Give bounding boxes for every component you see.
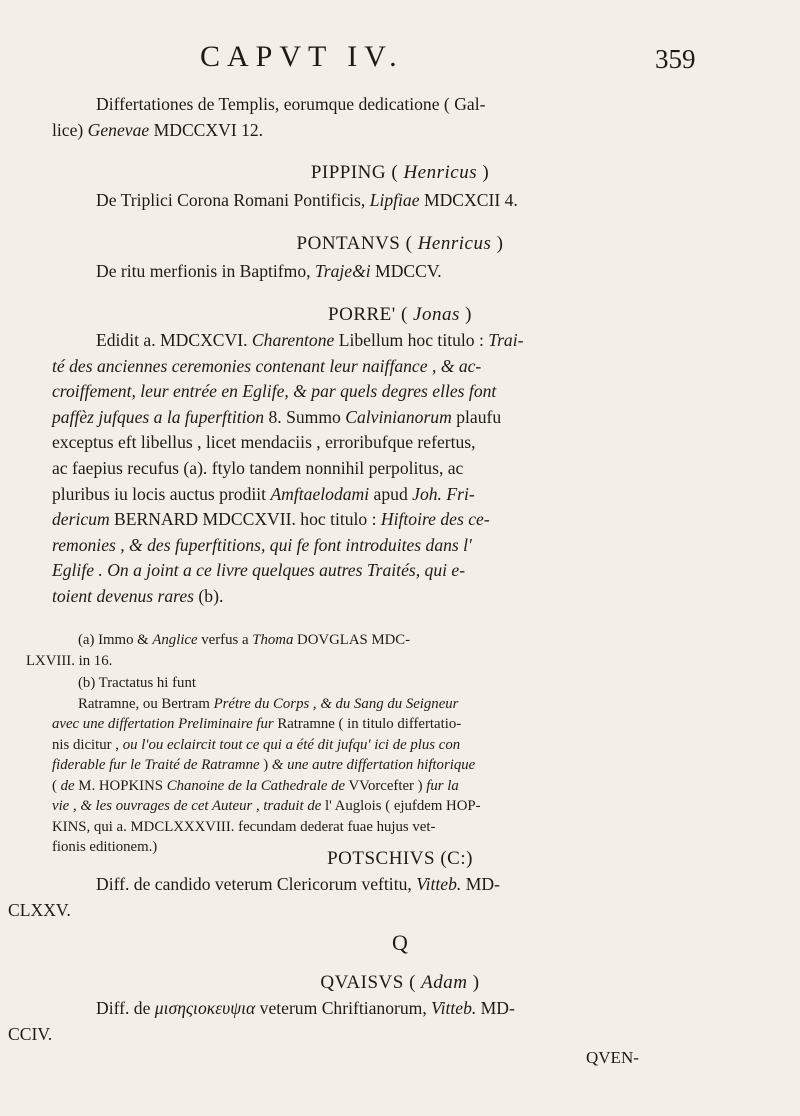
entry-title: Trai-: [488, 330, 524, 350]
author-name: PIPPING: [310, 162, 387, 183]
author-heading-pontanus: PONTANVS ( Henricus ): [296, 233, 504, 254]
note-text: verfus a: [197, 632, 253, 648]
entry-text: Libellum hoc titulo :: [334, 330, 489, 350]
entry-text: MDCCXVI 12.: [149, 119, 264, 140]
entry-text: CCIV.: [8, 1023, 53, 1044]
note-text: fiderable fur le Traité de Ratramne: [52, 757, 260, 773]
entry-place: Vitteb.: [416, 874, 462, 894]
entry-text: ac faepius recufus (a). ftylo tandem nonnihil perpolitus, ac: [52, 457, 464, 478]
author-heading-pipping: PIPPING ( Henricus ): [310, 162, 490, 183]
note-text: nis dicitur ,: [52, 736, 123, 753]
author-heading-potschius: POTSCHIVS (C:): [327, 848, 473, 869]
entry-text: (b).: [194, 585, 224, 606]
entry-place: Charentone: [251, 330, 335, 350]
note-text: Prétre du Corps , & du Sang du Seigneur: [213, 695, 459, 712]
entry-text: CLXXV.: [8, 899, 71, 920]
entry-text: apud: [369, 483, 413, 504]
note-text: DOVGLAS MDC-: [293, 632, 411, 648]
footnote-b: [52, 673, 762, 858]
note-text: (b) Tractatus hi funt: [78, 675, 196, 691]
note-text: LXVIII. in 16.: [26, 652, 113, 669]
entry-potschius: [8, 872, 762, 923]
note-text: avec une differtation Preliminaire fur: [52, 716, 274, 732]
entry-place: Amftaelodami: [270, 483, 370, 504]
entry-text: De ritu merfionis in Baptifmo,: [96, 261, 315, 281]
note-text: fionis editionem.): [52, 839, 158, 855]
entry-title: toient devenus rares: [52, 585, 195, 606]
note-text: ou l'ou eclaircit tout ce qui a été dit jufqu' ici de plus con: [122, 736, 461, 753]
note-text: ): [259, 757, 272, 773]
running-title: CAPVT IV.: [200, 40, 404, 73]
entry-publisher: dericum: [52, 509, 110, 530]
entry-place: Traje&i: [314, 261, 371, 281]
entry-text: De Triplici Corona Romani Pontificis,: [96, 190, 370, 210]
author-forename: Henricus: [403, 162, 478, 183]
entry-pontanus: [52, 259, 762, 285]
greek-word: μισηςιοκευψια: [154, 998, 256, 1018]
entry-text: plaufu: [451, 406, 502, 427]
entry-text: Edidit a. MDCXCVI.: [96, 330, 252, 350]
note-text: de: [60, 777, 75, 794]
note-text: Thoma: [252, 632, 294, 648]
author-heading-porre: PORRE' ( Jonas ): [328, 304, 472, 325]
author-forename: Adam: [421, 972, 468, 993]
entry-text: MD-: [461, 874, 500, 894]
entry-publisher: Joh. Fri-: [412, 483, 475, 504]
entry-porre: [52, 328, 762, 610]
note-text: (a) Immo &: [78, 632, 153, 648]
entry-title: croiffement, leur entrée en Eglife, & par quels degres elles font: [52, 381, 497, 402]
note-text: Chanoine de la Cathedrale de: [166, 777, 346, 794]
author-name: PONTANVS: [296, 233, 401, 254]
entry-place: Genevae: [87, 119, 150, 140]
note-text: VVorcefter ): [345, 777, 427, 794]
entry-text: BERNARD MDCCXVII. hoc titulo :: [109, 509, 381, 530]
entry-place: Lipfiae: [369, 190, 420, 210]
entry-text: 8. Summo: [264, 406, 346, 427]
author-forename: C:: [447, 848, 467, 869]
author-name: PORRE': [328, 304, 396, 325]
note-text: Ratramne ( in titulo differtatio-: [273, 716, 462, 732]
entry-pipping: [52, 188, 762, 214]
entry-text: exceptus eft libellus , licet mendaciis , erroribufque refertus,: [52, 432, 476, 453]
author-name: QVAISVS: [320, 972, 404, 993]
entry-title: remonies , & des fuperftitions, qui fe font introduites dans l': [52, 534, 472, 555]
note-text: Anglice: [152, 632, 198, 648]
entry-text: pluribus iu locis auctus prodiit: [52, 483, 271, 504]
entry-text: Differtationes de Templis, eorumque dedicatione ( Gal-: [96, 94, 486, 114]
page-number: 359: [655, 44, 696, 74]
entry-text: MD-: [476, 998, 515, 1018]
entry-text: MDCXCII 4.: [419, 190, 518, 210]
author-heading-quaisus: QVAISVS ( Adam ): [320, 972, 480, 993]
entry-title: té des anciennes ceremonies contenant leur naiffance , & ac-: [52, 355, 482, 376]
entry-text: veterum Chriftianorum,: [255, 998, 432, 1018]
entry-title: paffèz jufques a la fuperftition: [52, 406, 265, 427]
catchword: QVEN-: [586, 1048, 639, 1067]
note-text: M. HOPKINS: [74, 777, 167, 794]
section-letter: Q: [392, 930, 408, 955]
entry-place: Vitteb.: [431, 998, 477, 1018]
note-text: l' Auglois ( ejufdem HOP-: [321, 798, 481, 814]
entry-title: Eglife . On a joint a ce livre quelques autres Traités, qui e-: [52, 560, 466, 581]
entry-text: lice): [52, 119, 88, 140]
note-text: vie , & les ouvrages de cet Auteur , traduit de: [52, 798, 322, 814]
note-text: fur la: [426, 777, 459, 794]
entry-text: Diff. de candido veterum Clericorum veftitu,: [96, 874, 417, 894]
note-text: & une autre differtation hiftorique: [271, 757, 476, 773]
author-name: POTSCHIVS: [327, 848, 436, 869]
author-forename: Jonas: [413, 304, 460, 325]
note-text: KINS, qui a. MDCLXXXVIII. fecundam dederat fuae hujus vet-: [52, 818, 436, 835]
entry-dissertationes: [52, 92, 762, 143]
page-header: [0, 40, 800, 90]
entry-quaisus: [8, 996, 762, 1047]
note-text: Ratramne, ou Bertram: [78, 695, 214, 712]
author-forename: Henricus: [417, 233, 492, 254]
footnote-a: [26, 630, 762, 671]
entry-text: MDCCV.: [370, 261, 442, 281]
entry-title: Hiftoire des ce-: [380, 509, 490, 530]
note-text: (: [52, 777, 61, 794]
entry-text: Diff. de: [96, 998, 155, 1018]
entry-text: Calvinianorum: [345, 406, 452, 427]
